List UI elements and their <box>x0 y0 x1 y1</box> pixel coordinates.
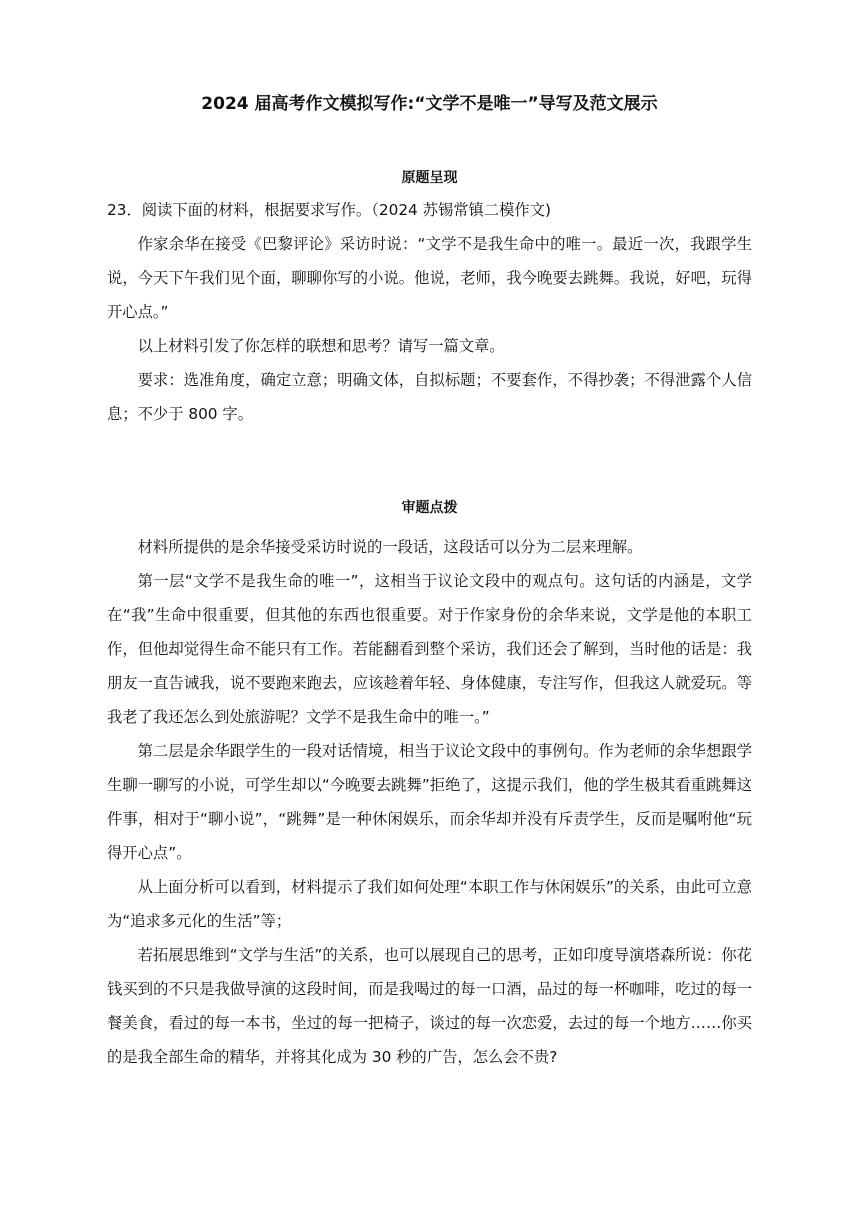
section-analysis <box>107 498 752 1074</box>
analysis-paragraph: 第一层“文学不是我生命的唯一”，这相当于议论文段中的观点句。这句话的内涵是，文学在“我”生命中很重要，但其他的东西也很重要。对于作家身份的余华来说，文学是他的本职工作，但他却觉得生命不能只有工作。若能翻看到整个采访，我们还会了解到，当时他的话是：我朋友一直告诫我，说不要跑来跑去，应该趁着年轻、身体健康，专注写作，但我这人就爱玩。等我老了我还怎么到处旅游呢？文学不是我生命中的唯一。” <box>107 572 752 726</box>
section-heading-analysis: 审题点拨 <box>401 500 458 516</box>
analysis-paragraph: 第二层是余华跟学生的一段对话情境，相当于议论文段中的事例句。作为老师的余华想跟学生聊一聊写的小说，可学生却以“今晚要去跳舞”拒绝了，这提示我们，他的学生极其看重跳舞这件事，相对于“聊小说”，“跳舞”是一种休闲娱乐，而余华却并没有斥责学生，反而是嘱咐他“玩得开心点”。 <box>107 742 752 862</box>
analysis-paragraph: 从上面分析可以看到，材料提示了我们如何处理“本职工作与休闲娱乐”的关系，由此可立意为“追求多元化的生活”等； <box>107 878 752 930</box>
section-heading-original-question: 原题呈现 <box>401 170 458 186</box>
material-paragraph: 作家余华在接受《巴黎评论》采访时说：“文学不是我生命中的唯一。最近一次，我跟学生说，今天下午我们见个面，聊聊你写的小说。他说，老师，我今晚要去跳舞。我说，好吧，玩得开心点。” <box>107 235 752 321</box>
document-title: 2024 届高考作文模拟写作:“文学不是唯一”导写及范文展示 <box>201 94 658 114</box>
analysis-paragraph: 材料所提供的是余华接受采访时说的一段话，这段话可以分为二层来理解。 <box>137 538 643 556</box>
question-line: 23．阅读下面的材料，根据要求写作。（2024 苏锡常镇二模作文) <box>107 201 551 219</box>
prompt-paragraph: 以上材料引发了你怎样的联想和思考？请写一篇文章。 <box>137 337 505 355</box>
analysis-paragraph: 若拓展思维到“文学与生活”的关系，也可以展现自己的思考，正如印度导演塔森所说：你花钱买到的不只是我做导演的这段时间，而是我喝过的每一口酒，品过的每一杯咖啡，吃过的每一餐美食，看过的每一本书，坐过的每一把椅子，谈过的每一次恋爱，去过的每一个地方……你买的是我全部生命的精华，并将其化成为 30 秒的广告，怎么会不贵? <box>107 946 752 1066</box>
section-original-question <box>107 168 752 431</box>
requirements-paragraph: 要求：选准角度，确定立意；明确文体，自拟标题；不要套作，不得抄袭；不得泄露个人信息；不少于 800 字。 <box>107 371 752 423</box>
